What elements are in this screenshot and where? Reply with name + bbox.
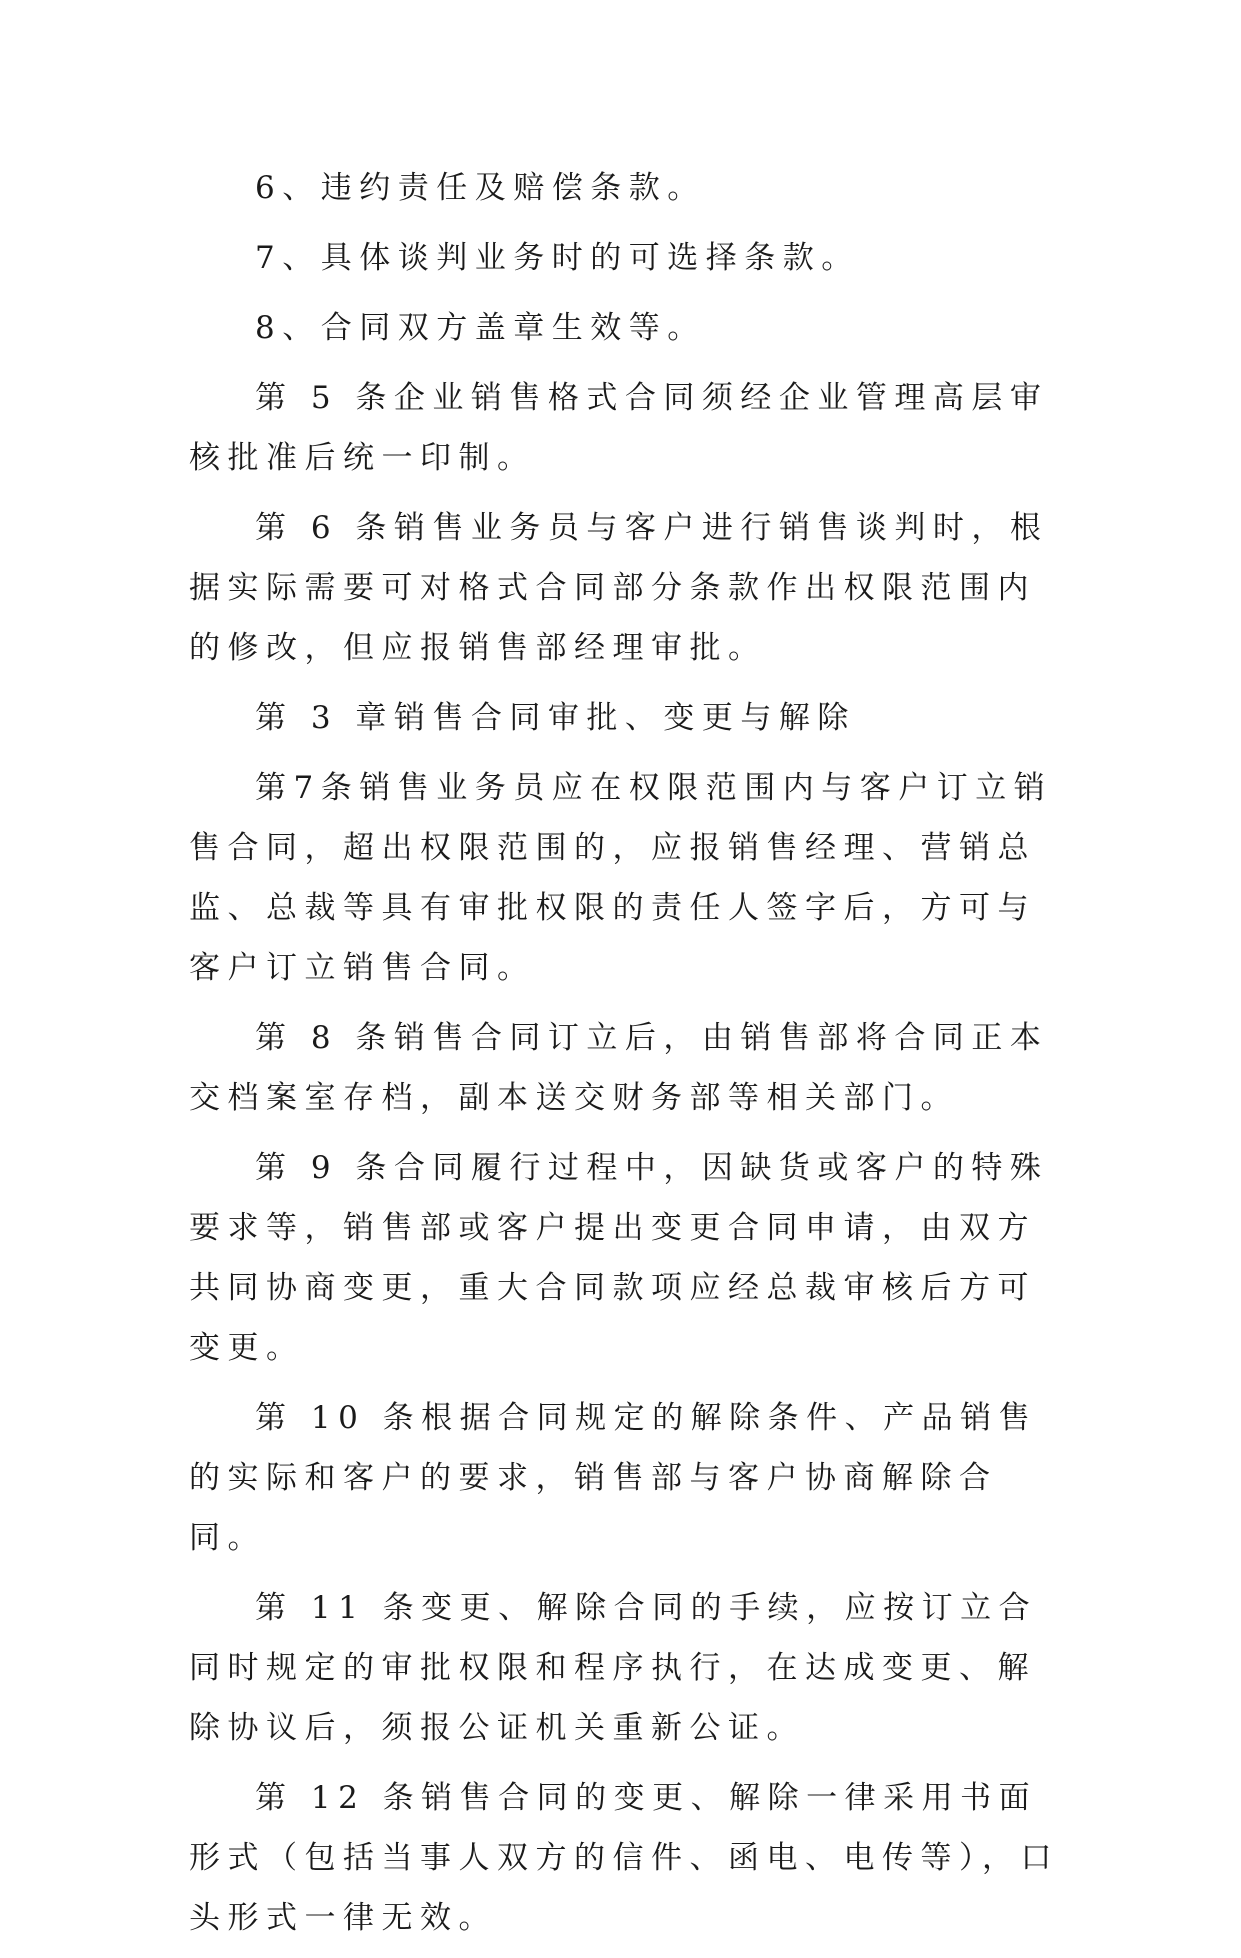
paragraph: 第 10 条根据合同规定的解除条件、产品销售的实际和客户的要求，销售部与客户协商解除合同。 bbox=[189, 1400, 1038, 1556]
paragraph: 8、合同双方盖章生效等。 bbox=[255, 310, 706, 346]
paragraph: 第 12 条销售合同的变更、解除一律采用书面形式（包括当事人双方的信件、函电、电传等），口头形式一律无效。 bbox=[189, 1780, 1059, 1936]
paragraph: 第 9 条合同履行过程中，因缺货或客户的特殊要求等，销售部或客户提出变更合同申请，由双方共同协商变更，重大合同款项应经总裁审核后方可变更。 bbox=[189, 1150, 1049, 1366]
chapter-heading: 第 3 章销售合同审批、变更与解除 bbox=[255, 700, 856, 736]
paragraph: 第7条销售业务员应在权限范围内与客户订立销售合同，超出权限范围的，应报销售经理、营销总监、总裁等具有审批权限的责任人签字后，方可与客户订立销售合同。 bbox=[189, 770, 1053, 986]
paragraph: 第 6 条销售业务员与客户进行销售谈判时，根据实际需要可对格式合同部分条款作出权限范围内的修改，但应报销售部经理审批。 bbox=[189, 510, 1049, 666]
paragraph: 第 8 条销售合同订立后，由销售部将合同正本交档案室存档，副本送交财务部等相关部门。 bbox=[189, 1020, 1049, 1116]
paragraph: 7、具体谈判业务时的可选择条款。 bbox=[255, 240, 860, 276]
paragraph: 第 5 条企业销售格式合同须经企业管理高层审核批准后统一印制。 bbox=[189, 380, 1049, 476]
paragraph: 第 11 条变更、解除合同的手续，应按订立合同时规定的审批权限和程序执行，在达成变更、解除协议后，须报公证机关重新公证。 bbox=[189, 1590, 1038, 1746]
paragraph: 6、违约责任及赔偿条款。 bbox=[255, 170, 706, 206]
document-body bbox=[189, 158, 1067, 1958]
